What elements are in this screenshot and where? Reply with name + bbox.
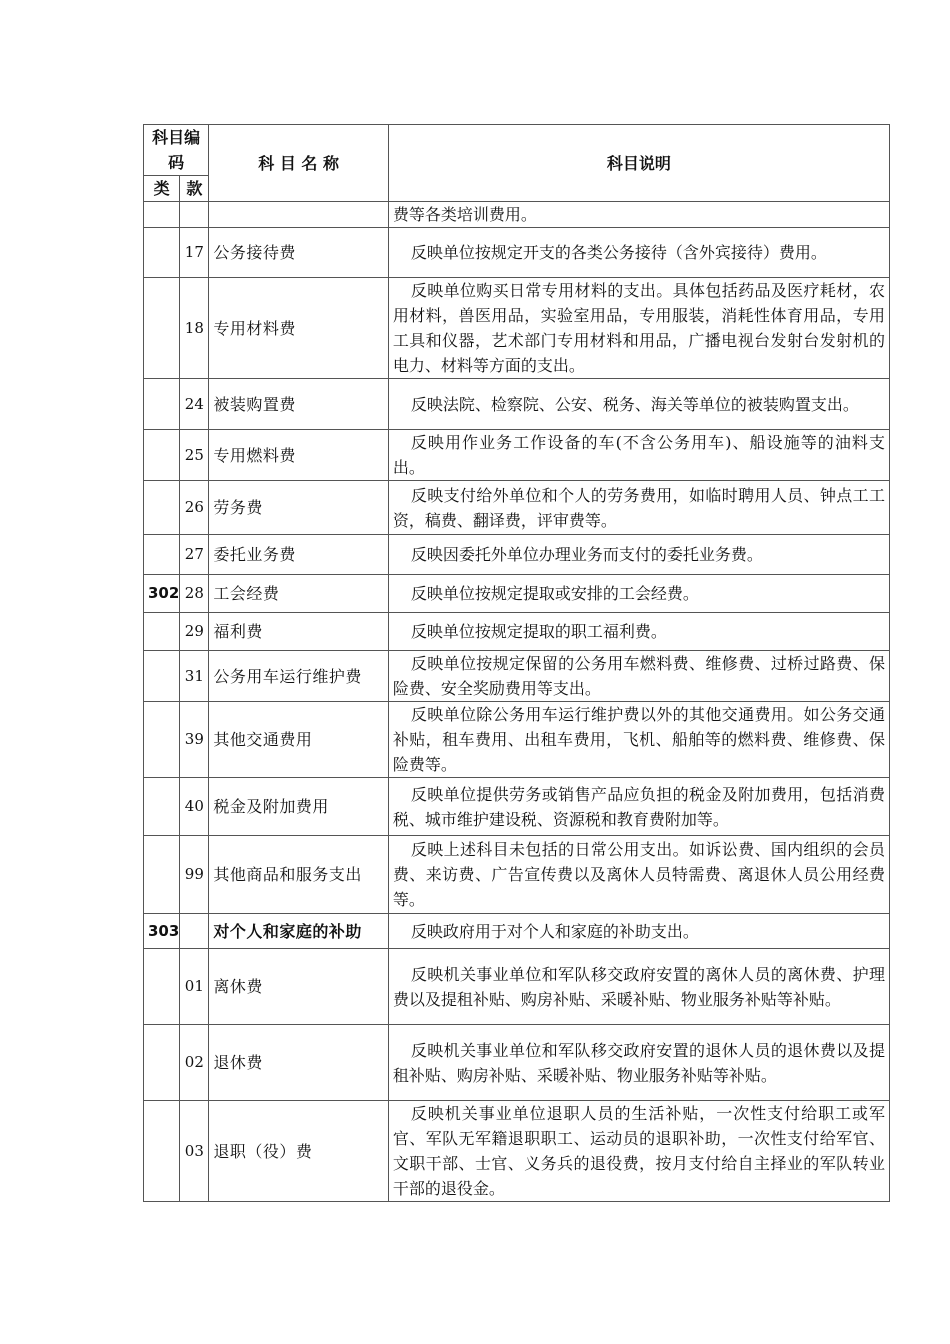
item-code-cell: 40 — [180, 778, 209, 836]
subject-desc-cell: 反映单位按规定保留的公务用车燃料费、维修费、过桥过路费、保险费、安全奖励费用等支出。 — [388, 651, 889, 702]
table-row — [144, 914, 890, 949]
subject-name-cell: 专用燃料费 — [209, 430, 388, 481]
subject-desc-cell: 反映政府用于对个人和家庭的补助支出。 — [388, 914, 889, 949]
cat-code-cell — [144, 228, 180, 278]
table-row — [144, 1025, 890, 1101]
cat-code-cell — [144, 535, 180, 575]
header-code-line1: 科目编 — [152, 128, 201, 147]
subject-desc-cell: 反映单位按规定提取的职工福利费。 — [388, 613, 889, 651]
cat-code-cell — [144, 613, 180, 651]
subject-name-cell: 退职（役）费 — [209, 1101, 388, 1202]
subject-name-cell: 其他商品和服务支出 — [209, 836, 388, 914]
subject-desc-cell: 反映单位除公务用车运行维护费以外的其他交通费用。如公务交通补贴，租车费用、出租车费用，飞机、船舶等的燃料费、维修费、保险费等。 — [388, 702, 889, 778]
cat-code-cell — [144, 202, 180, 228]
item-code-cell — [180, 914, 209, 949]
table-row — [144, 202, 890, 228]
cat-code-cell — [144, 651, 180, 702]
subject-name-cell: 退休费 — [209, 1025, 388, 1101]
item-code-cell: 29 — [180, 613, 209, 651]
item-code-cell: 24 — [180, 379, 209, 430]
subject-name-cell: 被装购置费 — [209, 379, 388, 430]
item-code-cell: 26 — [180, 481, 209, 535]
table-body — [144, 202, 890, 1202]
subject-name-cell: 其他交通费用 — [209, 702, 388, 778]
cat-code-cell — [144, 949, 180, 1025]
subject-name-cell: 公务用车运行维护费 — [209, 651, 388, 702]
table-row — [144, 651, 890, 702]
header-cat: 类 — [144, 176, 180, 202]
table-row — [144, 379, 890, 430]
cat-code-cell — [144, 430, 180, 481]
subject-name-cell: 离休费 — [209, 949, 388, 1025]
table-row — [144, 613, 890, 651]
header-code — [144, 125, 209, 176]
table-row — [144, 535, 890, 575]
item-code-cell: 18 — [180, 278, 209, 379]
subject-name-cell — [209, 202, 388, 228]
item-code-cell — [180, 202, 209, 228]
cat-code-cell: 303 — [144, 914, 180, 949]
table-row — [144, 1101, 890, 1202]
subject-desc-cell: 反映机关事业单位和军队移交政府安置的退休人员的退休费以及提租补贴、购房补贴、采暖补贴、物业服务补贴等补贴。 — [388, 1025, 889, 1101]
item-code-cell: 27 — [180, 535, 209, 575]
cat-code-cell — [144, 379, 180, 430]
subject-name-cell: 专用材料费 — [209, 278, 388, 379]
header-code-line2: 码 — [168, 153, 185, 172]
item-code-cell: 31 — [180, 651, 209, 702]
subject-name-cell: 对个人和家庭的补助 — [209, 914, 388, 949]
header-item: 款 — [180, 176, 209, 202]
subject-name-cell: 公务接待费 — [209, 228, 388, 278]
cat-code-cell — [144, 778, 180, 836]
table-row — [144, 778, 890, 836]
table-row — [144, 702, 890, 778]
subject-desc-cell: 费等各类培训费用。 — [388, 202, 889, 228]
cat-code-cell — [144, 278, 180, 379]
table-row — [144, 278, 890, 379]
item-code-cell: 99 — [180, 836, 209, 914]
subject-desc-cell: 反映因委托外单位办理业务而支付的委托业务费。 — [388, 535, 889, 575]
item-code-cell: 02 — [180, 1025, 209, 1101]
cat-code-cell — [144, 702, 180, 778]
table-row — [144, 575, 890, 613]
item-code-cell: 39 — [180, 702, 209, 778]
subject-desc-cell: 反映上述科目未包括的日常公用支出。如诉讼费、国内组织的会员费、来访费、广告宣传费以及离休人员特需费、离退休人员公用经费等。 — [388, 836, 889, 914]
item-code-cell: 01 — [180, 949, 209, 1025]
cat-code-cell — [144, 1025, 180, 1101]
subject-name-cell: 税金及附加费用 — [209, 778, 388, 836]
cat-code-cell — [144, 1101, 180, 1202]
subject-name-cell: 劳务费 — [209, 481, 388, 535]
subject-desc-cell: 反映机关事业单位和军队移交政府安置的离休人员的离休费、护理费以及提租补贴、购房补贴、采暖补贴、物业服务补贴等补贴。 — [388, 949, 889, 1025]
table-header — [144, 125, 890, 202]
subject-desc-cell: 反映单位购买日常专用材料的支出。具体包括药品及医疗耗材，农用材料，兽医用品，实验室用品，专用服装，消耗性体育用品，专用工具和仪器，艺术部门专用材料和用品，广播电视台发射台发射机的电力、材料等方面的支出。 — [388, 278, 889, 379]
subject-desc-cell: 反映法院、检察院、公安、税务、海关等单位的被装购置支出。 — [388, 379, 889, 430]
header-desc: 科目说明 — [388, 125, 889, 202]
subject-desc-cell: 反映支付给外单位和个人的劳务费用，如临时聘用人员、钟点工工资，稿费、翻译费，评审费等。 — [388, 481, 889, 535]
table-row — [144, 481, 890, 535]
subject-name-cell: 福利费 — [209, 613, 388, 651]
table-row — [144, 949, 890, 1025]
cat-code-cell — [144, 836, 180, 914]
budget-subject-table — [143, 124, 890, 1202]
subject-desc-cell: 反映单位按规定提取或安排的工会经费。 — [388, 575, 889, 613]
subject-desc-cell: 反映用作业务工作设备的车(不含公务用车)、船设施等的油料支出。 — [388, 430, 889, 481]
subject-desc-cell: 反映单位按规定开支的各类公务接待（含外宾接待）费用。 — [388, 228, 889, 278]
cat-code-cell: 302 — [144, 575, 180, 613]
header-name: 科 目 名 称 — [209, 125, 388, 202]
table-row — [144, 836, 890, 914]
item-code-cell: 03 — [180, 1101, 209, 1202]
item-code-cell: 17 — [180, 228, 209, 278]
subject-name-cell: 工会经费 — [209, 575, 388, 613]
table-row — [144, 228, 890, 278]
item-code-cell: 25 — [180, 430, 209, 481]
subject-desc-cell: 反映单位提供劳务或销售产品应负担的税金及附加费用，包括消费税、城市维护建设税、资源税和教育费附加等。 — [388, 778, 889, 836]
subject-desc-cell: 反映机关事业单位退职人员的生活补贴，一次性支付给职工或军官、军队无军籍退职职工、运动员的退职补助，一次性支付给军官、文职干部、士官、义务兵的退役费，按月支付给自主择业的军队转业干部的退役金。 — [388, 1101, 889, 1202]
item-code-cell: 28 — [180, 575, 209, 613]
table-row — [144, 430, 890, 481]
cat-code-cell — [144, 481, 180, 535]
subject-name-cell: 委托业务费 — [209, 535, 388, 575]
